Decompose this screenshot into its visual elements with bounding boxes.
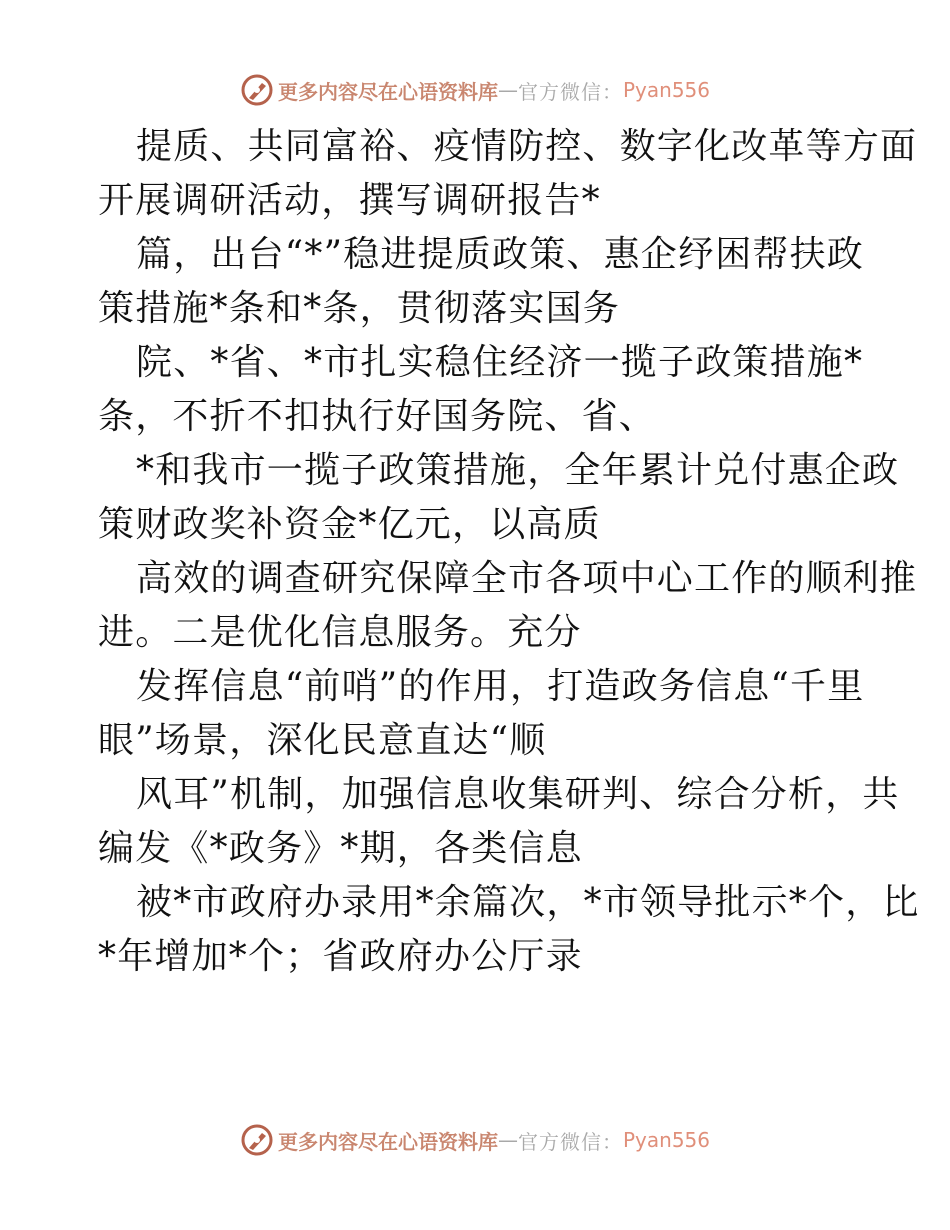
text-line: 提质、共同富裕、疫情防控、数字化改革等方面	[136, 126, 918, 167]
banner-label: 官方微信：	[517, 1129, 623, 1154]
text-line: *和我市一揽子政策措施，全年累计兑付惠企政	[136, 450, 900, 491]
banner-text: 更多内容尽在心语资料库	[277, 1129, 498, 1154]
text-line: 条，不折不扣执行好国务院、省、	[98, 396, 657, 437]
banner-text: 更多内容尽在心语资料库	[277, 79, 498, 104]
banner-separator: —	[497, 1128, 518, 1152]
banner-label: 官方微信：	[517, 79, 623, 104]
text-line: 篇，出台“*”稳进提质政策、惠企纾困帮扶政	[136, 234, 865, 275]
text-line: 风耳”机制，加强信息收集研判、综合分析，共	[136, 774, 900, 815]
text-line: 院、*省、*市扎实稳住经济一揽子政策措施*	[136, 342, 864, 383]
header-banner	[0, 70, 950, 110]
pen-logo-icon	[240, 73, 274, 107]
text-line: 被*市政府办录用*余篇次，*市领导批示*个，比	[136, 882, 920, 923]
text-line: 眼”场景，深化民意直达“顺	[98, 720, 547, 761]
text-line: 发挥信息“前哨”的作用，打造政务信息“千里	[136, 666, 865, 707]
footer-banner	[0, 1120, 950, 1160]
text-line: 进。二是优化信息服务。充分	[98, 612, 582, 653]
document-body	[98, 120, 920, 984]
text-line: 高效的调查研究保障全市各项中心工作的顺利推	[136, 558, 918, 599]
text-line: 编发《*政务》*期，各类信息	[98, 828, 583, 869]
text-line: *年增加*个；省政府办公厅录	[98, 936, 583, 977]
text-line: 开展调研活动，撰写调研报告*	[98, 180, 601, 221]
banner-wechat-id: Pyan556	[622, 1128, 710, 1152]
text-line: 策财政奖补资金*亿元，以高质	[98, 504, 601, 545]
pen-logo-icon	[240, 1123, 274, 1157]
banner-separator: —	[497, 78, 518, 102]
text-line: 策措施*条和*条，贯彻落实国务	[98, 288, 621, 329]
banner-wechat-id: Pyan556	[622, 78, 710, 102]
